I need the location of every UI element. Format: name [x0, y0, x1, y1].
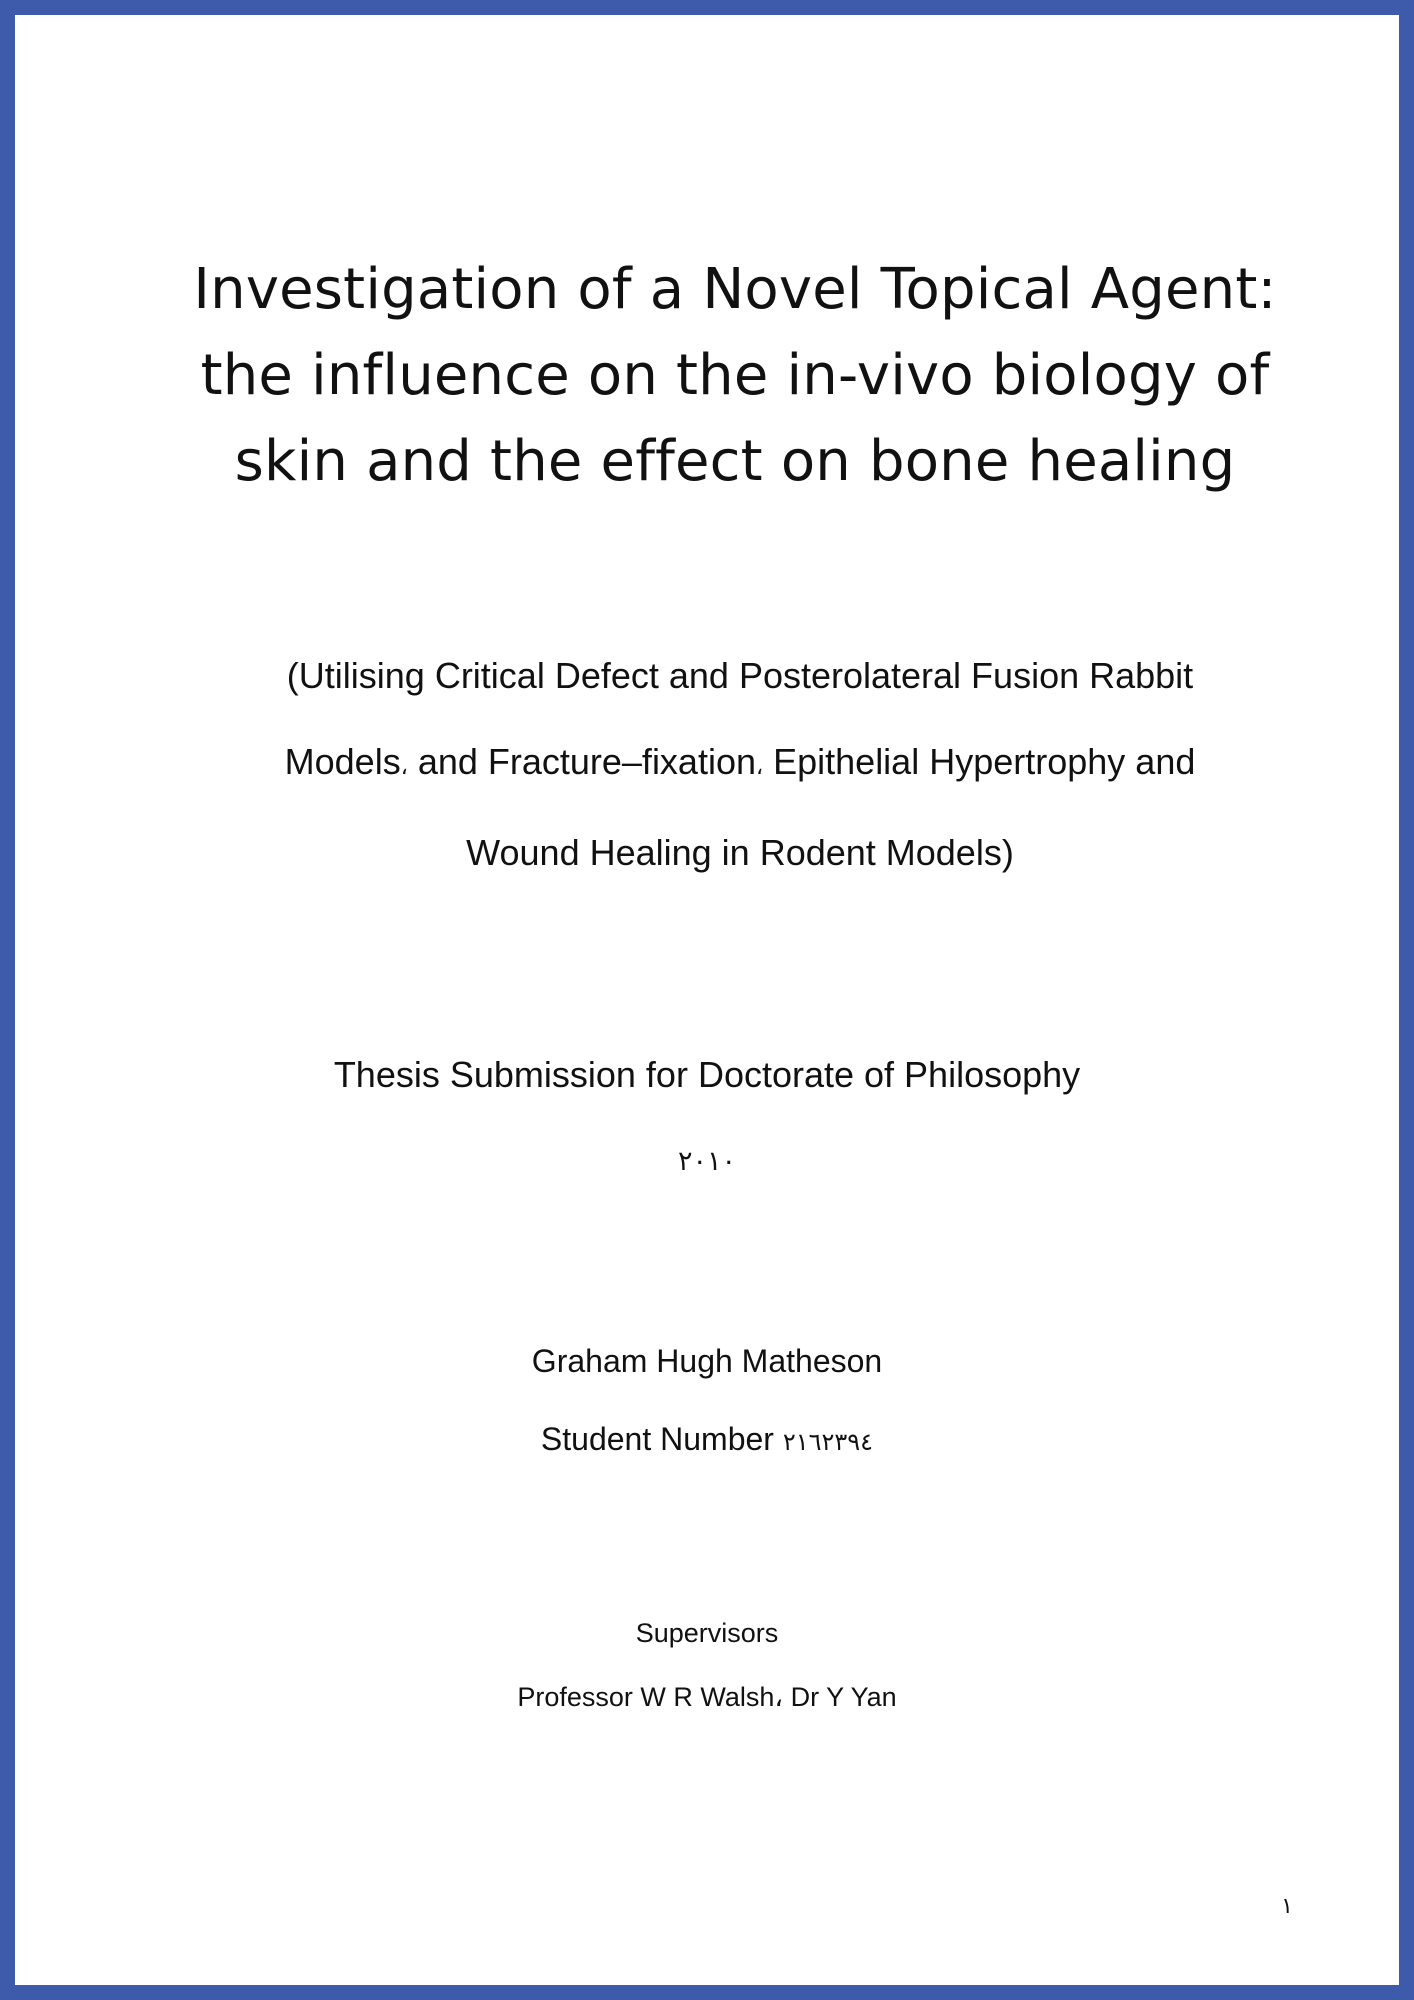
thesis-year: ٢٠١٠	[677, 1146, 736, 1177]
student-number	[15, 1411, 1399, 1470]
subtitle-line-2-part-1: Models	[284, 741, 401, 782]
title-line-1: Investigation of a Novel Topical Agent:	[193, 257, 1277, 322]
subtitle-line-2-part-2: and Fracture–fixation	[407, 741, 756, 782]
student-number-label: Student Number	[540, 1421, 783, 1457]
document-title	[135, 247, 1335, 505]
title-line-3: skin and the effect on bone healing	[234, 429, 1236, 494]
student-number-value: ٢١٦٢٣٩٤	[782, 1428, 874, 1456]
title-line-2: the influence on the in-vivo biology of	[200, 343, 1270, 408]
supervisors-names: Professor W R Walsh، Dr Y Yan	[517, 1682, 897, 1712]
page-number: ١	[1281, 1894, 1293, 1919]
author-name: Graham Hugh Matheson	[531, 1343, 883, 1379]
subtitle-line-2	[165, 719, 1315, 810]
subtitle-separator-2: ،	[756, 754, 764, 779]
thesis-statement: Thesis Submission for Doctorate of Philosophy	[333, 1054, 1081, 1095]
subtitle-line-2-part-3: Epithelial Hypertrophy and	[763, 741, 1196, 782]
subtitle-line-1: (Utilising Critical Defect and Posterolateral Fusion Rabbit	[286, 655, 1194, 696]
subtitle-separator-1: ،	[400, 754, 408, 779]
supervisors-label: Supervisors	[635, 1618, 779, 1648]
document-subtitle	[165, 633, 1315, 896]
subtitle-line-3: Wound Healing in Rodent Models)	[466, 832, 1014, 873]
